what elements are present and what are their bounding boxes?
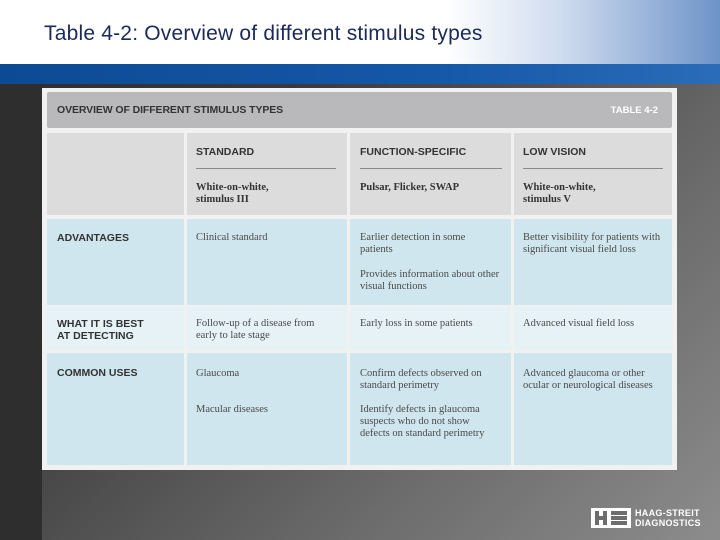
column-divider-line bbox=[360, 168, 502, 169]
advantages-low-vision-text: Better visibility for patients with significant visual field loss bbox=[523, 232, 661, 255]
row-best-detecting-label-1: WHAT IT IS BEST bbox=[57, 318, 144, 330]
best-detecting-standard-text: Follow-up of a disease from early to late stage bbox=[196, 318, 315, 341]
logo-wordmark bbox=[635, 508, 701, 528]
hs-logo-icon bbox=[591, 508, 631, 528]
common-uses-function-specific-text-2: Identify defects in glaucoma suspects who do not show defects on standard perimetry bbox=[360, 404, 485, 439]
haag-streit-logo bbox=[591, 506, 709, 530]
logo-line-1: HAAG-STREIT bbox=[635, 508, 700, 518]
common-uses-function-specific-text-1: Confirm defects observed on standard perimetry bbox=[360, 368, 482, 391]
advantages-standard-text: Clinical standard bbox=[196, 232, 268, 243]
table-number-tag: TABLE 4-2 bbox=[610, 105, 658, 116]
row-advantages-label-cell bbox=[47, 219, 184, 305]
column-standard-subheading: White-on-white, stimulus III bbox=[196, 182, 269, 205]
column-standard-heading: STANDARD bbox=[196, 146, 255, 158]
best-detecting-low-vision-cell bbox=[514, 307, 672, 350]
column-divider-line bbox=[196, 168, 336, 169]
best-detecting-standard-cell bbox=[187, 307, 347, 350]
common-uses-standard-text-1: Glaucoma bbox=[196, 368, 240, 379]
row-common-uses-label-cell bbox=[47, 353, 184, 465]
advantages-function-specific-text-1: Earlier detection in some patients bbox=[360, 232, 466, 255]
best-detecting-low-vision-text: Advanced visual field loss bbox=[523, 318, 635, 329]
column-low-vision-heading: LOW VISION bbox=[523, 146, 586, 158]
row-advantages-label: ADVANTAGES bbox=[57, 232, 129, 244]
common-uses-standard-text-2: Macular diseases bbox=[196, 404, 269, 415]
advantages-function-specific-text-2: Provides information about other visual functions bbox=[360, 269, 500, 292]
common-uses-low-vision-text: Advanced glaucoma or other ocular or neurological diseases bbox=[523, 368, 653, 391]
title-bar bbox=[0, 0, 720, 84]
stimulus-types-table bbox=[42, 88, 677, 470]
column-function-specific-header bbox=[350, 133, 511, 215]
row-best-detecting-label-2: AT DETECTING bbox=[57, 330, 134, 342]
corner-cell bbox=[47, 133, 184, 215]
common-uses-standard-cell bbox=[187, 353, 347, 465]
table-header-label: OVERVIEW OF DIFFERENT STIMULUS TYPES bbox=[57, 104, 284, 116]
column-low-vision-subheading: White-on-white, stimulus V bbox=[523, 182, 596, 205]
best-detecting-function-specific-text: Early loss in some patients bbox=[360, 318, 473, 329]
column-divider-line bbox=[523, 168, 663, 169]
common-uses-low-vision-cell bbox=[514, 353, 672, 465]
column-low-vision-header bbox=[514, 133, 672, 215]
row-common-uses-label: COMMON USES bbox=[57, 367, 138, 379]
best-detecting-function-specific-cell bbox=[350, 307, 511, 350]
column-function-specific-subheading: Pulsar, Flicker, SWAP bbox=[360, 182, 459, 193]
advantages-function-specific-cell bbox=[350, 219, 511, 305]
table-header-bar bbox=[47, 92, 672, 128]
advantages-low-vision-cell bbox=[514, 219, 672, 305]
left-dark-strip bbox=[0, 84, 42, 540]
column-standard-header bbox=[187, 133, 347, 215]
logo-line-2: DIAGNOSTICS bbox=[635, 518, 701, 528]
row-best-detecting-label-cell bbox=[47, 307, 184, 350]
advantages-standard-cell bbox=[187, 219, 347, 305]
slide-title: Table 4-2: Overview of different stimulus types bbox=[44, 22, 483, 45]
column-function-specific-heading: FUNCTION-SPECIFIC bbox=[360, 146, 467, 158]
common-uses-function-specific-cell bbox=[350, 353, 511, 465]
